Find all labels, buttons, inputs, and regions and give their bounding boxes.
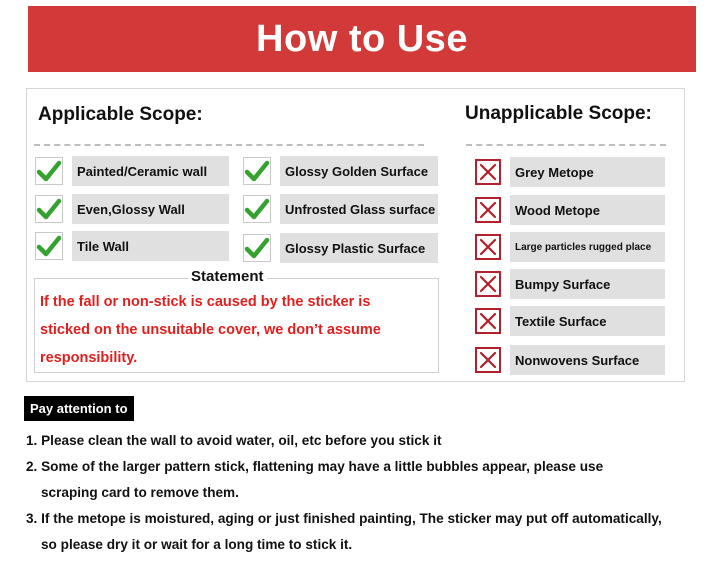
applicable-item [35,156,229,186]
attention-line: scraping card to remove them. [41,485,239,500]
unapplicable-item [475,232,665,262]
checkmark-icon [243,157,271,185]
attention-line: 3. If the metope is moistured, aging or just finished painting, The sticker may put off automatically, [26,511,662,526]
unapplicable-item [475,345,665,375]
unapplicable-item-label: Textile Surface [510,306,665,336]
applicable-item-label: Unfrosted Glass surface [280,194,438,224]
statement-line: If the fall or non-stick is caused by the sticker is [40,294,371,310]
statement-title: Statement [188,268,267,285]
unapplicable-item [475,269,665,299]
cross-icon [475,308,501,334]
applicable-divider [34,144,424,146]
cross-icon [475,234,501,260]
applicable-item [243,156,438,186]
unapplicable-item [475,195,665,225]
attention-list [26,428,716,558]
unapplicable-heading: Unapplicable Scope: [465,103,652,124]
applicable-item [35,231,229,261]
unapplicable-item [475,306,665,336]
attention-line: 2. Some of the larger pattern stick, flattening may have a little bubbles appear, please use [26,459,604,474]
page-title: How to Use [256,17,468,60]
applicable-item-label: Glossy Plastic Surface [280,233,438,263]
unapplicable-item-label: Wood Metope [510,195,665,225]
statement-line: sticked on the unsuitable cover, we don’t assume [40,322,381,338]
attention-line: 1. Please clean the wall to avoid water, oil, etc before you stick it [26,433,442,448]
cross-icon [475,159,501,185]
unapplicable-item-label: Bumpy Surface [510,269,665,299]
unapplicable-item-label: Large particles rugged place [510,232,665,262]
statement-line: responsibility. [40,350,138,366]
attention-label: Pay attention to [24,396,134,421]
checkmark-icon [243,195,271,223]
unapplicable-divider [466,144,666,146]
applicable-item-label: Glossy Golden Surface [280,156,438,186]
statement-text [40,288,435,372]
applicable-item [35,194,229,224]
unapplicable-item-label: Grey Metope [510,157,665,187]
applicable-item [243,194,438,224]
applicable-item [243,233,438,263]
applicable-item-label: Painted/Ceramic wall [72,156,229,186]
applicable-item-label: Even,Glossy Wall [72,194,229,224]
applicable-item-label: Tile Wall [72,231,229,261]
checkmark-icon [35,195,63,223]
unapplicable-item-label: Nonwovens Surface [510,345,665,375]
unapplicable-item [475,157,665,187]
title-banner [28,6,696,72]
cross-icon [475,347,501,373]
checkmark-icon [35,232,63,260]
attention-line: so please dry it or wait for a long time to stick it. [41,537,353,552]
cross-icon [475,271,501,297]
cross-icon [475,197,501,223]
applicable-heading: Applicable Scope: [38,104,203,125]
checkmark-icon [35,157,63,185]
checkmark-icon [243,234,271,262]
